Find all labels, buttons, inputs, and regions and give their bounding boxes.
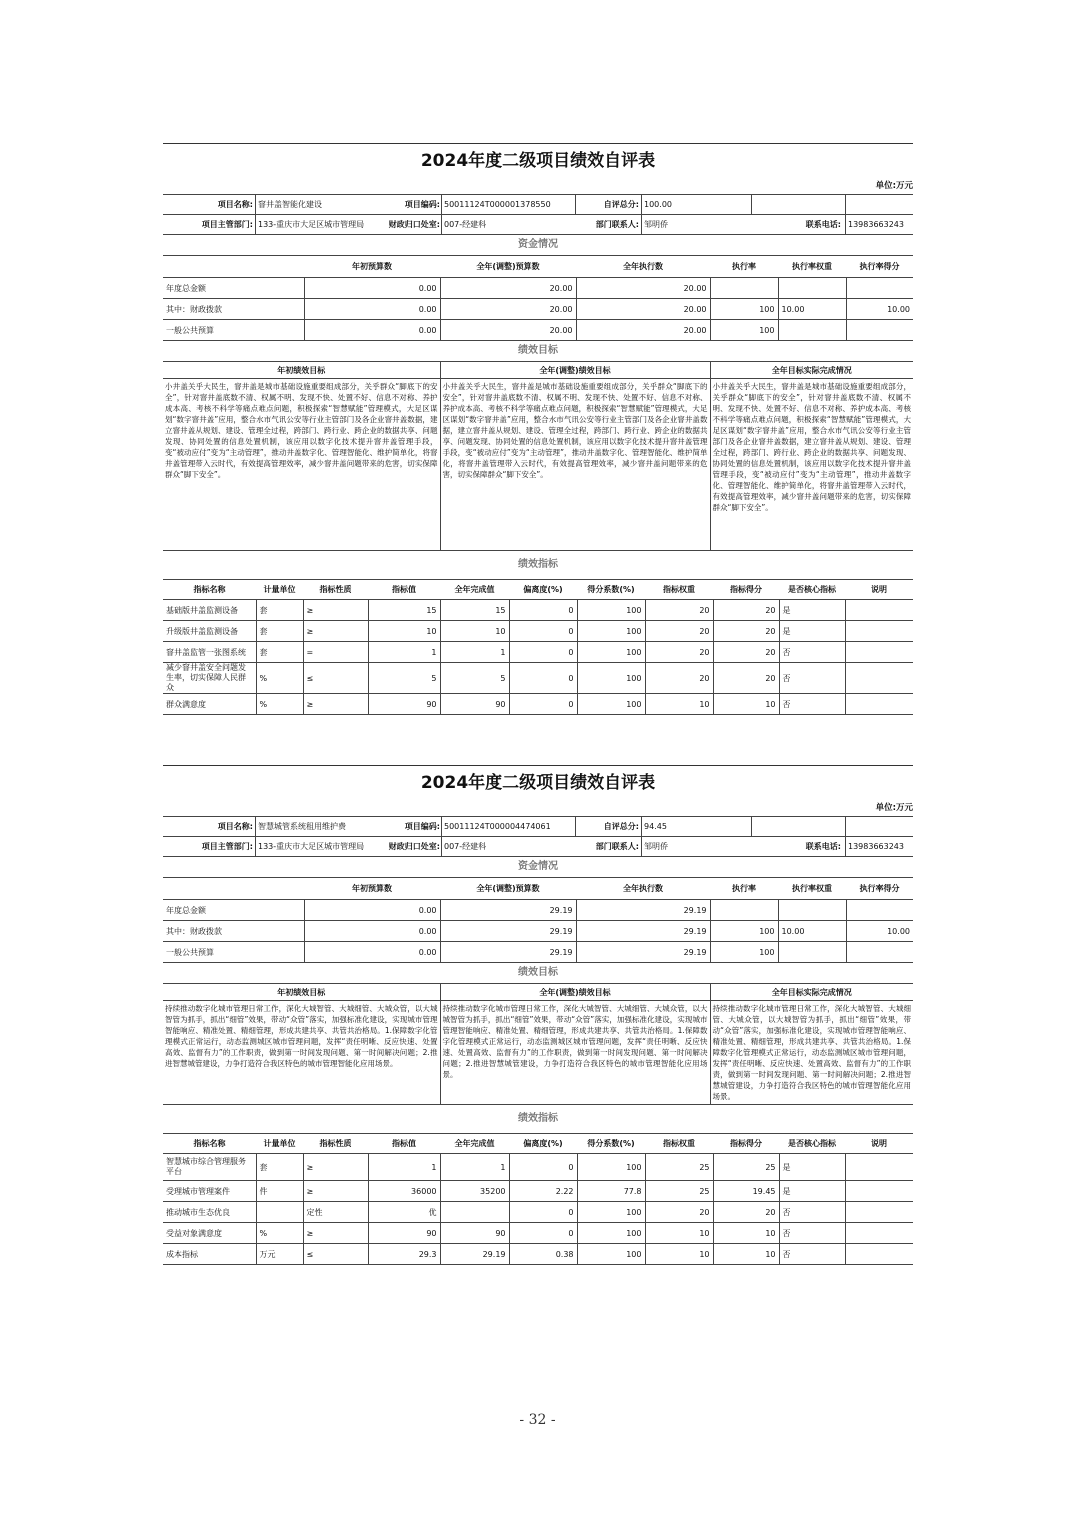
indicator-cell: 升级版井盖监测设备 (163, 621, 256, 642)
funds-cell: 20.00 (576, 278, 710, 299)
indicator-cell (845, 663, 913, 694)
funds-cell: 10.00 (846, 299, 913, 320)
finance-label: 财政归口处室: (388, 220, 440, 229)
funds-header (163, 878, 304, 900)
funds-header: 全年执行数 (576, 256, 710, 278)
project-name-value: 窨井盖智能化建设 (255, 195, 373, 214)
goals-header: 全年(调整)绩效目标 (440, 984, 710, 1001)
dept-label: 项目主管部门: (201, 220, 253, 229)
funds-cell: 100 (710, 299, 778, 320)
indicator-cell: 否 (779, 663, 845, 694)
indicator-cell: 智慧城市综合管理服务平台 (163, 1154, 256, 1181)
indicators-section-title: 绩效指标 (518, 1113, 558, 1124)
funds-header: 执行率权重 (778, 878, 846, 900)
indicators-section-title: 绩效指标 (518, 559, 558, 570)
indicator-row (163, 694, 913, 715)
indicator-cell: 90 (440, 694, 509, 715)
funds-header: 执行率得分 (846, 256, 913, 278)
funds-row (163, 921, 913, 942)
indicator-cell: 万元 (256, 1244, 303, 1265)
finance-label: 财政归口处室: (388, 842, 440, 851)
indicator-cell: 套 (256, 1154, 303, 1181)
indicator-cell: 10 (713, 1223, 779, 1244)
indicator-cell: 1 (440, 1154, 509, 1181)
self-evaluation-sheet-2 (163, 765, 913, 1265)
info-row-1 (163, 816, 913, 837)
goals-section-title: 绩效目标 (518, 345, 558, 356)
indicator-cell: ≤ (303, 663, 368, 694)
indicator-cell (845, 1154, 913, 1181)
indicator-row (163, 1181, 913, 1202)
indicator-cell: 100 (577, 1154, 645, 1181)
finance-value: 007-经建科 (441, 215, 571, 234)
finance-value: 007-经建科 (441, 837, 571, 856)
indicator-cell: 5 (368, 663, 440, 694)
funds-header: 年初预算数 (304, 256, 440, 278)
indicator-cell: 群众满意度 (163, 694, 256, 715)
indicator-cell: 20 (645, 621, 713, 642)
funds-cell: 100 (710, 320, 778, 341)
project-code-value: 50011124T000001378550 (441, 195, 571, 214)
funds-row (163, 900, 913, 921)
self-score-label: 自评总分: (575, 817, 639, 836)
indicator-cell: 否 (779, 1202, 845, 1223)
indicator-cell (845, 1223, 913, 1244)
funds-cell: 年度总金额 (163, 278, 304, 299)
indicator-header: 指标性质 (303, 580, 368, 600)
indicator-cell (440, 1202, 509, 1223)
funds-header: 执行率权重 (778, 256, 846, 278)
indicator-cell: 77.8 (577, 1181, 645, 1202)
funds-cell (710, 278, 778, 299)
project-name-value: 智慧城管系统租用维护费 (255, 817, 373, 836)
indicator-cell: 100 (577, 642, 645, 663)
indicator-cell: 是 (779, 1154, 845, 1181)
indicator-cell: 2.22 (509, 1181, 577, 1202)
funds-cell: 0.00 (304, 942, 440, 963)
info-row-1 (163, 194, 913, 215)
funds-cell (846, 942, 913, 963)
funds-cell: 29.19 (440, 921, 576, 942)
indicator-cell: 受理城市管理案件 (163, 1181, 256, 1202)
indicator-cell: 优 (368, 1202, 440, 1223)
indicator-cell: ≥ (303, 694, 368, 715)
indicator-header: 得分系数(%) (577, 580, 645, 600)
indicator-header: 指标性质 (303, 1134, 368, 1154)
funds-section-title: 资金情况 (518, 861, 558, 872)
indicator-header: 计量单位 (256, 580, 303, 600)
indicator-cell: ≤ (303, 1244, 368, 1265)
funds-table (163, 255, 913, 341)
indicator-row (163, 621, 913, 642)
indicator-cell: 29.3 (368, 1244, 440, 1265)
indicator-cell: 件 (256, 1181, 303, 1202)
self-evaluation-sheet-1 (163, 143, 913, 715)
funds-cell: 20.00 (440, 320, 576, 341)
indicator-cell: 套 (256, 621, 303, 642)
indicators-header-row (163, 580, 913, 600)
funds-header: 全年执行数 (576, 878, 710, 900)
indicator-cell: 100 (577, 1223, 645, 1244)
indicator-cell: 0 (509, 1154, 577, 1181)
indicator-cell: 10 (645, 1244, 713, 1265)
indicator-cell: % (256, 694, 303, 715)
indicator-cell: 0.38 (509, 1244, 577, 1265)
indicator-cell: 1 (368, 1154, 440, 1181)
phone-label: 联系电话: (805, 842, 841, 851)
goals-table (163, 361, 913, 551)
project-code-value: 50011124T000004474061 (441, 817, 571, 836)
funds-row (163, 299, 913, 320)
indicator-cell (845, 1244, 913, 1265)
funds-cell: 10.00 (778, 299, 846, 320)
indicator-row (163, 663, 913, 694)
indicators-table (163, 579, 913, 715)
goals-header-row (163, 984, 913, 1001)
self-score-value: 94.45 (641, 817, 749, 836)
funds-cell: 29.19 (440, 900, 576, 921)
indicator-cell: 否 (779, 694, 845, 715)
phone-label: 联系电话: (805, 220, 841, 229)
funds-row (163, 278, 913, 299)
funds-header: 执行率 (710, 878, 778, 900)
indicator-cell: 100 (577, 621, 645, 642)
indicator-header: 指标得分 (713, 1134, 779, 1154)
unit-label: 单位:万元 (875, 181, 913, 191)
indicator-row (163, 600, 913, 621)
indicator-row (163, 1154, 913, 1181)
funds-cell: 0.00 (304, 900, 440, 921)
funds-header: 年初预算数 (304, 878, 440, 900)
project-name-label: 项目名称: (217, 200, 253, 209)
funds-cell: 其中：财政拨款 (163, 921, 304, 942)
goals-row (163, 379, 913, 551)
funds-section-title: 资金情况 (518, 239, 558, 250)
indicator-cell: ≥ (303, 621, 368, 642)
indicator-cell: 否 (779, 642, 845, 663)
indicator-cell: 19.45 (713, 1181, 779, 1202)
indicator-cell: 1 (440, 642, 509, 663)
funds-header-row (163, 878, 913, 900)
indicator-cell: 35200 (440, 1181, 509, 1202)
indicator-cell: 1 (368, 642, 440, 663)
funds-cell: 其中：财政拨款 (163, 299, 304, 320)
indicator-cell: ≥ (303, 1154, 368, 1181)
goals-section-title: 绩效目标 (518, 967, 558, 978)
indicator-cell: 100 (577, 1244, 645, 1265)
indicator-cell: 10 (440, 621, 509, 642)
indicator-header: 是否核心指标 (779, 1134, 845, 1154)
goals-row (163, 1001, 913, 1105)
dept-value: 133-重庆市大足区城市管理局 (255, 215, 373, 234)
funds-header: 全年(调整)预算数 (440, 256, 576, 278)
funds-cell (778, 320, 846, 341)
funds-cell: 0.00 (304, 299, 440, 320)
funds-header: 全年(调整)预算数 (440, 878, 576, 900)
phone-value: 13983663243 (845, 837, 913, 856)
indicator-header: 全年完成值 (440, 580, 509, 600)
indicators-header-row (163, 1134, 913, 1154)
indicator-cell: 20 (645, 642, 713, 663)
sheet-title: 2024年度二级项目绩效自评表 (420, 773, 656, 793)
info-empty-cell (845, 817, 913, 836)
indicator-cell (845, 621, 913, 642)
indicator-header: 全年完成值 (440, 1134, 509, 1154)
indicator-header: 指标权重 (645, 1134, 713, 1154)
indicator-cell: 100 (577, 600, 645, 621)
indicator-cell: 25 (645, 1181, 713, 1202)
funds-cell: 一般公共预算 (163, 320, 304, 341)
info-empty-cell (845, 195, 913, 214)
indicator-cell: 100 (577, 1202, 645, 1223)
funds-header: 执行率得分 (846, 878, 913, 900)
indicator-cell: 100 (577, 663, 645, 694)
indicator-cell: 否 (779, 1244, 845, 1265)
funds-cell: 20.00 (576, 320, 710, 341)
funds-row (163, 320, 913, 341)
indicator-header: 说明 (845, 580, 913, 600)
funds-cell: 29.19 (576, 942, 710, 963)
funds-cell (778, 900, 846, 921)
indicator-cell: 20 (713, 600, 779, 621)
funds-cell (778, 942, 846, 963)
info-row-2 (163, 215, 913, 235)
indicator-cell: 套 (256, 600, 303, 621)
indicator-cell: 0 (509, 1223, 577, 1244)
indicator-cell: 否 (779, 1223, 845, 1244)
indicator-header: 说明 (845, 1134, 913, 1154)
indicator-cell: 是 (779, 1181, 845, 1202)
funds-cell (710, 900, 778, 921)
contact-label: 部门联系人: (595, 220, 639, 229)
indicator-cell: 0 (509, 621, 577, 642)
phone-value: 13983663243 (845, 215, 913, 234)
indicator-cell: 29.19 (440, 1244, 509, 1265)
funds-cell (778, 278, 846, 299)
contact-label: 部门联系人: (595, 842, 639, 851)
self-score-label: 自评总分: (575, 195, 639, 214)
project-name-label: 项目名称: (217, 822, 253, 831)
indicator-cell: 推动城市生态优良 (163, 1202, 256, 1223)
indicator-row (163, 1244, 913, 1265)
goal-text-actual: 小井盖关乎大民生，窨井盖是城市基础设施重要组成部分，关乎群众“脚底下的安全”，针对窨井盖底数不清、权属不明、发现不快、处置不好、信息不对称、养护成本高、考核不科学等痛点难点问题，积极探索“智慧赋能”管理模式，大足区谋划“数字窨井盖”应用，整合水市气讯公安等行业主管部门及各企业窨井盖数据，建立窨井盖从规划、建设、管理全过程，跨部门、跨行业、跨企业的数据共享、问题发现、协同处置的信息处置机制，该应用以数字化技术提升窨井盖管理手段，变“被动应付”变为“主动管理”，推动井盖数字化、管理智能化、维护简单化，将窨井盖管理带入云时代，有效提高管理效率，减少窨井盖问题带来的危害，切实保障群众“脚下安全”。 (710, 379, 913, 551)
funds-cell: 20.00 (440, 299, 576, 320)
page-number: - 32 - (519, 1412, 556, 1428)
indicator-cell: 10 (713, 694, 779, 715)
indicator-cell: 基础版井盖监测设备 (163, 600, 256, 621)
info-empty-cell (751, 195, 845, 214)
indicator-cell: 0 (509, 642, 577, 663)
goals-table (163, 983, 913, 1105)
goal-text-adjusted: 持续推动数字化城市管理日常工作，深化大城智管、大城细管、大城众管，以大城智管为抓手，抓出“细管”效果，带动“众管”落实，加强标准化建设，实现城市管理智能响应、精准处置、精细管理，形成共建共享、共管共治格局。1.保障数字化管理模式正常运行，动态监测城区城市管理问题，发挥“责任明晰、反应快速、处置高效、监督有力”的工作职责，做到第一时间发现问题、第一时间解决问题；2.推进智慧城管建设，力争打造符合我区特色的城市管理智能化应用场景。 (440, 1001, 710, 1105)
indicator-cell: 36000 (368, 1181, 440, 1202)
goal-text-initial: 小井盖关乎大民生，窨井盖是城市基础设施重要组成部分，关乎群众“脚底下的安全”，针对窨井盖底数不清、权属不明、发现不快、处置不好、信息不对称、养护成本高、考核不科学等痛点难点问题，积极探索“智慧赋能”管理模式，大足区谋划“数字窨井盖”应用，整合水市气讯公安等行业主管部门及各企业窨井盖数据，建立窨井盖从规划、建设、管理全过程，跨部门、跨行业、跨企业的数据共享、问题发现、协同处置的信息处置机制，该应用以数字化技术提升窨井盖管理手段，变“被动应付”变为“主动管理”，推动井盖数字化、管理智能化、维护简单化，将窨井盖管理带入云时代，有效提高管理效率，减少窨井盖问题带来的危害，切实保障群众“脚下安全”。 (163, 379, 440, 551)
indicator-header: 指标得分 (713, 580, 779, 600)
indicator-cell: 10 (713, 1244, 779, 1265)
funds-cell: 年度总金额 (163, 900, 304, 921)
funds-header (163, 256, 304, 278)
indicator-row (163, 1223, 913, 1244)
indicator-row (163, 1202, 913, 1223)
indicator-cell: 25 (645, 1154, 713, 1181)
indicator-cell (845, 600, 913, 621)
indicator-row (163, 642, 913, 663)
indicator-cell (845, 1181, 913, 1202)
indicator-cell: 10 (368, 621, 440, 642)
goals-header: 全年目标实际完成情况 (710, 984, 913, 1001)
funds-header: 执行率 (710, 256, 778, 278)
indicator-cell: 减少窨井盖安全问题发生率，切实保障人民群众 (163, 663, 256, 694)
goals-header: 全年(调整)绩效目标 (440, 362, 710, 379)
dept-value: 133-重庆市大足区城市管理局 (255, 837, 373, 856)
indicator-cell: 20 (713, 1202, 779, 1223)
indicator-cell: 15 (440, 600, 509, 621)
indicator-cell: 20 (645, 1202, 713, 1223)
funds-cell: 0.00 (304, 921, 440, 942)
indicator-header: 指标权重 (645, 580, 713, 600)
indicator-cell (845, 642, 913, 663)
indicator-header: 是否核心指标 (779, 580, 845, 600)
indicator-cell (845, 1202, 913, 1223)
project-code-label: 项目编码: (404, 822, 440, 831)
indicator-cell: 20 (645, 600, 713, 621)
contact-value: 邹明侨 (641, 837, 749, 856)
indicator-cell: 是 (779, 600, 845, 621)
indicator-cell: 0 (509, 663, 577, 694)
indicator-header: 得分系数(%) (577, 1134, 645, 1154)
contact-value: 邹明侨 (641, 215, 749, 234)
goals-header: 全年目标实际完成情况 (710, 362, 913, 379)
indicator-cell: 25 (713, 1154, 779, 1181)
indicator-cell: % (256, 1223, 303, 1244)
indicator-cell: 15 (368, 600, 440, 621)
indicator-cell: ≥ (303, 600, 368, 621)
indicator-cell: 5 (440, 663, 509, 694)
indicator-cell: 0 (509, 694, 577, 715)
goal-text-adjusted: 小井盖关乎大民生，窨井盖是城市基础设施重要组成部分，关乎群众“脚底下的安全”，针对窨井盖底数不清、权属不明、发现不快、处置不好、信息不对称、养护成本高、考核不科学等痛点难点问题，积极探索“智慧赋能”管理模式，大足区谋划“数字窨井盖”应用，整合水市气讯公安等行业主管部门及各企业窨井盖数据，建立窨井盖从规划、建设、管理全过程，跨部门、跨行业、跨企业的数据共享、问题发现、协同处置的信息处置机制，该应用以数字化技术提升窨井盖管理手段，变“被动应付”变为“主动管理”，推动井盖数字化、管理智能化、维护简单化，将窨井盖管理带入云时代，有效提高管理效率，减少窨井盖问题带来的危害，切实保障群众“脚下安全”。 (440, 379, 710, 551)
funds-cell: 20.00 (576, 299, 710, 320)
funds-row (163, 942, 913, 963)
indicator-cell: 0 (509, 1202, 577, 1223)
indicator-cell: 成本指标 (163, 1244, 256, 1265)
indicator-cell: 窨井盖监管一张图系统 (163, 642, 256, 663)
funds-cell: 10.00 (778, 921, 846, 942)
unit-label: 单位:万元 (875, 803, 913, 813)
indicator-header: 计量单位 (256, 1134, 303, 1154)
indicator-cell: = (303, 642, 368, 663)
indicator-cell: 定性 (303, 1202, 368, 1223)
indicators-table (163, 1133, 913, 1265)
indicator-cell: 10 (645, 694, 713, 715)
funds-cell: 100 (710, 921, 778, 942)
goals-header-row (163, 362, 913, 379)
funds-cell: 29.19 (576, 921, 710, 942)
funds-header-row (163, 256, 913, 278)
goals-header: 年初绩效目标 (163, 362, 440, 379)
dept-label: 项目主管部门: (201, 842, 253, 851)
indicator-cell: % (256, 663, 303, 694)
info-row-2 (163, 837, 913, 857)
indicator-header: 偏离度(%) (509, 580, 577, 600)
indicator-cell: 20 (713, 621, 779, 642)
indicator-header: 指标名称 (163, 1134, 256, 1154)
indicator-cell: 受益对象满意度 (163, 1223, 256, 1244)
funds-cell: 0.00 (304, 320, 440, 341)
indicator-cell: 100 (577, 694, 645, 715)
sheet-title: 2024年度二级项目绩效自评表 (420, 151, 656, 171)
goals-header: 年初绩效目标 (163, 984, 440, 1001)
funds-table (163, 877, 913, 963)
indicator-cell: 20 (645, 663, 713, 694)
info-empty-cell (751, 817, 845, 836)
indicator-cell: 90 (440, 1223, 509, 1244)
indicator-header: 指标名称 (163, 580, 256, 600)
indicator-header: 偏离度(%) (509, 1134, 577, 1154)
funds-cell: 10.00 (846, 921, 913, 942)
indicator-cell: 20 (713, 642, 779, 663)
indicator-cell: ≥ (303, 1181, 368, 1202)
indicator-cell: ≥ (303, 1223, 368, 1244)
indicator-cell: 90 (368, 1223, 440, 1244)
indicator-cell: 20 (713, 663, 779, 694)
indicator-cell: 是 (779, 621, 845, 642)
funds-cell: 29.19 (576, 900, 710, 921)
funds-cell (846, 320, 913, 341)
goal-text-actual: 持续推动数字化城市管理日常工作，深化大城智管、大城细管、大城众管，以大城智管为抓手，抓出“细管”效果，带动“众管”落实，加强标准化建设，实现城市管理智能响应、精准处置、精细管理，形成共建共享、共管共治格局。1.保障数字化管理模式正常运行，动态监测城区城市管理问题，发挥“责任明晰、反应快速、处置高效、监督有力”的工作职责，做到第一时间发现问题、第一时间解决问题；2.推进智慧城管建设，力争打造符合我区特色的城市管理智能化应用场景。 (710, 1001, 913, 1105)
funds-cell: 100 (710, 942, 778, 963)
funds-cell: 0.00 (304, 278, 440, 299)
funds-cell: 29.19 (440, 942, 576, 963)
funds-cell: 一般公共预算 (163, 942, 304, 963)
funds-cell (846, 900, 913, 921)
indicator-cell: 90 (368, 694, 440, 715)
indicator-header: 指标值 (368, 580, 440, 600)
goal-text-initial: 持续推动数字化城市管理日常工作，深化大城智管、大城细管、大城众管，以大城智管为抓手，抓出“细管”效果，带动“众管”落实，加强标准化建设，实现城市管理智能响应、精准处置、精细管理，形成共建共享、共管共治格局。1.保障数字化管理模式正常运行，动态监测城区城市管理问题，发挥“责任明晰、反应快速、处置高效、监督有力”的工作职责，做到第一时间发现问题、第一时间解决问题；2.推进智慧城管建设，力争打造符合我区特色的城市管理智能化应用场景。 (163, 1001, 440, 1105)
self-score-value: 100.00 (641, 195, 749, 214)
indicator-cell: 套 (256, 642, 303, 663)
indicator-cell: 0 (509, 600, 577, 621)
indicator-cell (256, 1202, 303, 1223)
funds-cell: 20.00 (440, 278, 576, 299)
project-code-label: 项目编码: (404, 200, 440, 209)
indicator-header: 指标值 (368, 1134, 440, 1154)
funds-cell (846, 278, 913, 299)
indicator-cell: 10 (645, 1223, 713, 1244)
indicator-cell (845, 694, 913, 715)
